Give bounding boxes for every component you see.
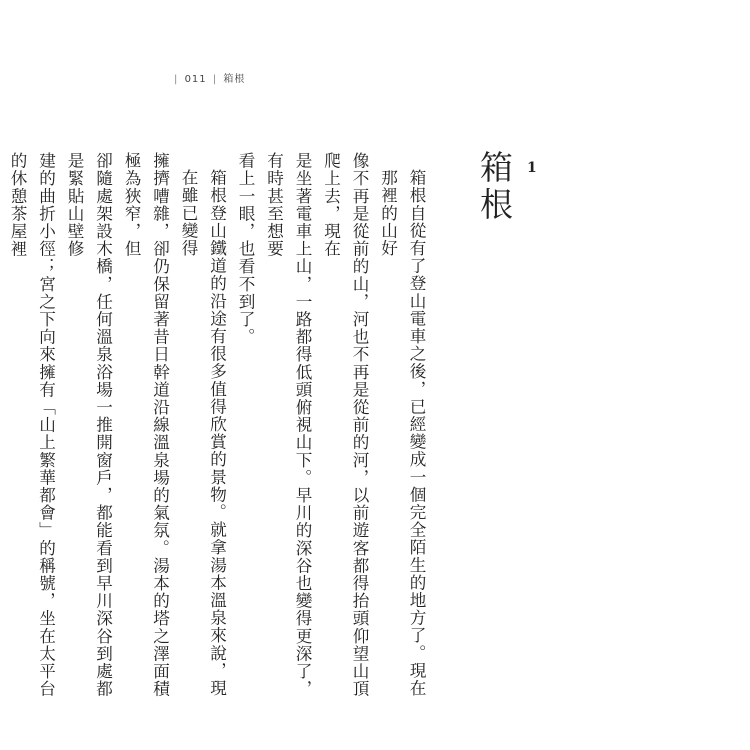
chapter-title: 箱根 (475, 150, 514, 224)
text-column: 是坐著電車上山，一路都得低頭俯視山下。早川的深谷也變得更深了，有時甚至想要 (264, 152, 312, 698)
running-head-title: 箱根 (223, 74, 246, 85)
text-column (0, 152, 3, 712)
chapter-number: 1 (527, 160, 537, 176)
text-column: 箱根登山鐵道的沿途有很多值得欣賞的景物。就拿湯本溫泉來說，現在雖已變得 (179, 169, 227, 697)
running-head: | 011 | 箱根 (174, 74, 246, 85)
text-column: 擁擠嘈雜，卻仍保留著昔日幹道沿線溫泉場的氣氛。湯本的塔之澤面積極為狹窄，但 (122, 152, 170, 698)
text-column: 卻隨處架設木橋，任何溫泉浴場一推開窗戶，都能看到早川深谷到處都是緊貼山壁修 (65, 152, 113, 698)
text-column: 像不再是從前的山，河也不再是從前的河，以前遊客都得抬頭仰望山頂爬上去，現在 (321, 152, 369, 698)
page-number: 011 (184, 74, 207, 85)
text-column: 建的曲折小徑；宮之下向來擁有「山上繁華都會」的稱號，坐在太平台的休憩茶屋裡 (8, 152, 56, 698)
text-column: 箱根自從有了登山電車之後，已經變成一個完全陌生的地方了。現在那裡的山好 (378, 169, 426, 697)
text-column: 看上一眼，也看不到了。 (236, 152, 255, 346)
body-text (8, 152, 430, 712)
